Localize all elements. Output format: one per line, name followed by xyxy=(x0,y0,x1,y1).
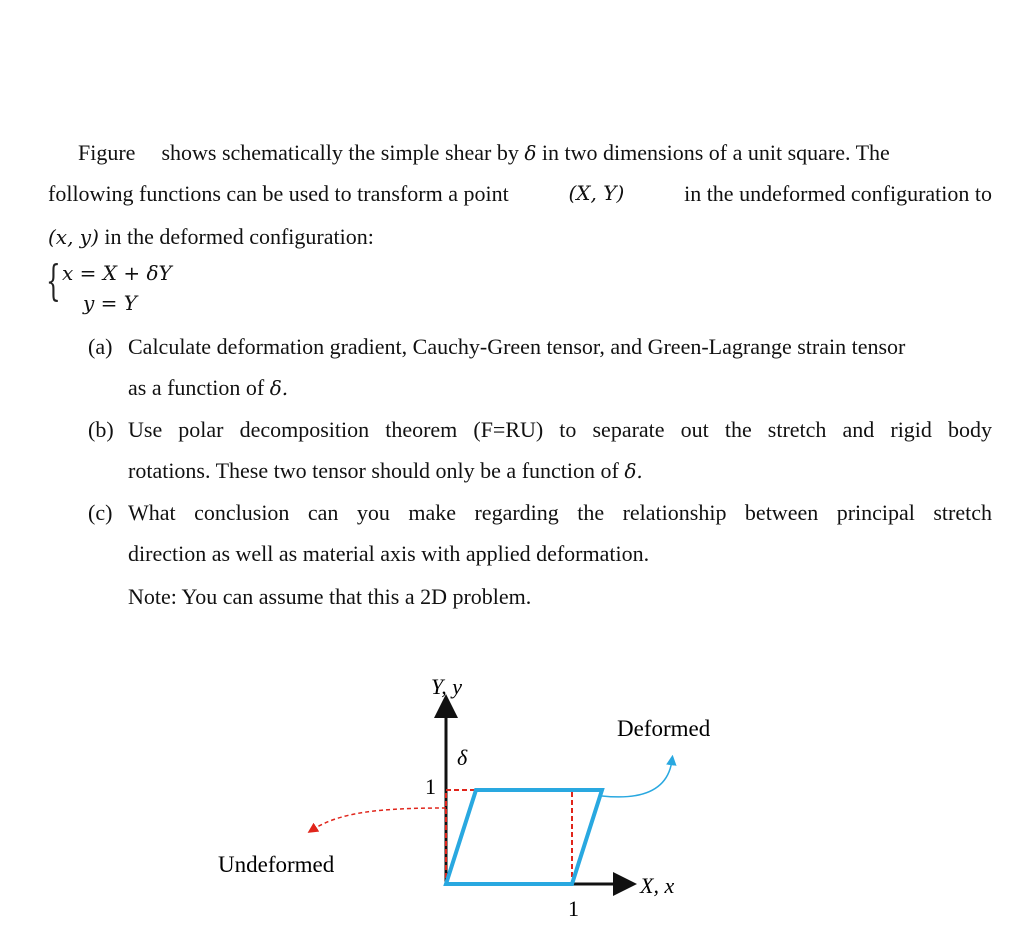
question-c-line-2: direction as well as material axis with applied deformation. xyxy=(128,541,650,566)
deformed-arrow xyxy=(602,760,672,797)
question-b-label: (b) xyxy=(88,417,114,442)
intro-text-1-end: in two dimensions of a unit square. The xyxy=(541,140,890,165)
question-a-line-1: Calculate deformation gradient, Cauchy-Green tensor, and Green-Lagrange strain tensor xyxy=(128,334,906,359)
intro-text-1: shows schematically the simple shear by xyxy=(161,140,519,165)
question-b-delta: δ. xyxy=(624,459,643,483)
deformed-parallelogram xyxy=(446,790,602,884)
deformed-label: Deformed xyxy=(617,716,711,741)
y-axis-label: Y, y xyxy=(431,674,462,699)
note-text: Note: You can assume that this a 2D problem. xyxy=(128,584,532,609)
question-b-text-2: rotations. These two tensor should only be a function of xyxy=(128,458,619,483)
tick-x-label: 1 xyxy=(568,896,579,921)
point-XY: (X, Y) xyxy=(568,181,625,205)
intro-text-2-end: in the undeformed configuration to xyxy=(684,181,992,206)
question-c-label: (c) xyxy=(88,500,113,525)
x-axis-label: X, x xyxy=(640,873,675,898)
question-c-text-1: What conclusion can you make regarding the relationship between principal stretch xyxy=(128,500,992,525)
question-a-delta: δ. xyxy=(269,376,289,400)
equation-x: x = X + δY xyxy=(62,261,172,285)
point-xy: (x, y) xyxy=(48,225,99,249)
tick-y-label: 1 xyxy=(425,774,436,799)
figure-word: Figure xyxy=(78,140,136,165)
equation-y: y = Y xyxy=(83,291,137,315)
intro-text-2: following functions can be used to transform a point xyxy=(48,181,509,206)
question-b-text-1: Use polar decomposition theorem (F=RU) to separate out the stretch and rigid body xyxy=(128,417,992,442)
brace-symbol: { xyxy=(46,256,61,305)
intro-text-3: in the deformed configuration: xyxy=(104,224,374,249)
delta-label: δ xyxy=(457,745,468,770)
undeformed-label: Undeformed xyxy=(218,852,335,877)
question-a-text: as a function of xyxy=(128,375,265,400)
question-a-label: (a) xyxy=(88,334,113,359)
delta-symbol: δ xyxy=(524,141,537,165)
undeformed-arrow xyxy=(312,808,446,830)
undeformed-square xyxy=(446,790,572,884)
